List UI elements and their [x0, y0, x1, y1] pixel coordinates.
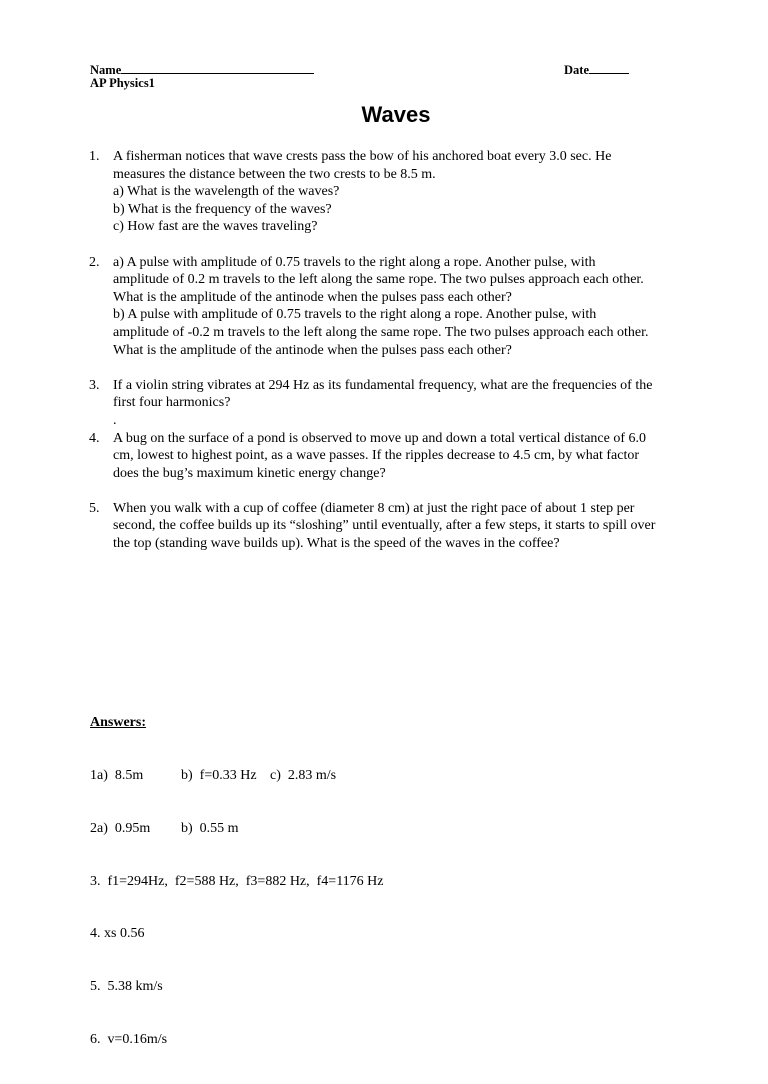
question-text-line: second, the coffee builds up its “sloshing” until eventually, after a few steps, it starts to spill over [113, 518, 656, 534]
question-text-line: If a violin string vibrates at 294 Hz as its fundamental frequency, what are the frequencies of the [113, 377, 653, 393]
question-1 [89, 148, 709, 236]
question-text-line: What is the amplitude of the antinode when the pulses pass each other? [113, 289, 512, 305]
answer-row-6: 6. v=0.16m/s [90, 1031, 168, 1047]
answers-heading: Answers: [90, 715, 146, 731]
course-label: AP Physics1 [90, 76, 155, 90]
question-text-line: b) A pulse with amplitude of 0.75 travels to the right along a rope. Another pulse, with [113, 307, 597, 323]
question-text-line: c) How fast are the waves traveling? [113, 219, 318, 235]
answer-part: b) 0.55 m [181, 820, 239, 836]
name-label: Name [90, 63, 122, 77]
name-blank-line [121, 62, 314, 74]
question-list [89, 148, 709, 570]
date-label: Date [564, 63, 589, 77]
question-number: 3. [89, 377, 100, 393]
question-text-line: amplitude of -0.2 m travels to the left along the same rope. The two pulses approach each other. [113, 324, 649, 340]
answer-row-2 [90, 820, 384, 838]
question-text-line: b) What is the frequency of the waves? [113, 201, 332, 217]
name-field [90, 62, 314, 77]
question-text-line: A bug on the surface of a pond is observed to move up and down a total vertical distance of 6.0 [113, 430, 647, 446]
answer-part: c) 2.83 m/s [270, 767, 337, 783]
answer-part: 1a) 8.5m [90, 767, 144, 783]
question-text-line: amplitude of 0.2 m travels to the left along the same rope. The two pulses approach each other. [113, 272, 644, 288]
question-text-line: the top (standing wave builds up). What is the speed of the waves in the coffee? [113, 536, 560, 552]
question-text-line: measures the distance between the two crests to be 8.5 m. [113, 166, 436, 182]
question-text-line: A fisherman notices that wave crests pass the bow of his anchored boat every 3.0 sec. He [113, 149, 612, 164]
question-3 [89, 377, 709, 430]
page-title: Waves [361, 102, 431, 127]
answer-key [90, 679, 384, 1084]
question-text-line: What is the amplitude of the antinode when the pulses pass each other? [113, 342, 512, 358]
question-number: 1. [89, 149, 100, 164]
question-number: 4. [89, 430, 100, 446]
question-4 [89, 430, 709, 483]
question-text-line: When you walk with a cup of coffee (diameter 8 cm) at just the right pace of about 1 step per [113, 500, 635, 516]
date-field [564, 62, 629, 77]
answer-part: b) f=0.33 Hz [181, 767, 257, 783]
question-text-line: does the bug’s maximum kinetic energy change? [113, 465, 386, 481]
question-number: 5. [89, 500, 100, 516]
question-2 [89, 254, 709, 360]
question-text-line: a) A pulse with amplitude of 0.75 travels to the right along a rope. Another pulse, with [113, 254, 596, 270]
answer-row-3: 3. f1=294Hz, f2=588 Hz, f3=882 Hz, f4=1176 Hz [90, 873, 384, 889]
stray-period: . [113, 412, 117, 428]
question-number: 2. [89, 254, 100, 270]
answer-part: 2a) 0.95m [90, 820, 151, 836]
question-5 [89, 500, 709, 553]
answer-row-4: 4. xs 0.56 [90, 926, 145, 942]
answer-row-1 [90, 767, 384, 785]
date-blank-line [589, 62, 629, 74]
question-text-line: a) What is the wavelength of the waves? [113, 184, 340, 200]
question-text-line: cm, lowest to highest point, as a wave passes. If the ripples decrease to 4.5 cm, by what factor [113, 448, 640, 464]
answer-row-5: 5. 5.38 km/s [90, 979, 163, 995]
question-text-line: first four harmonics? [113, 395, 231, 411]
